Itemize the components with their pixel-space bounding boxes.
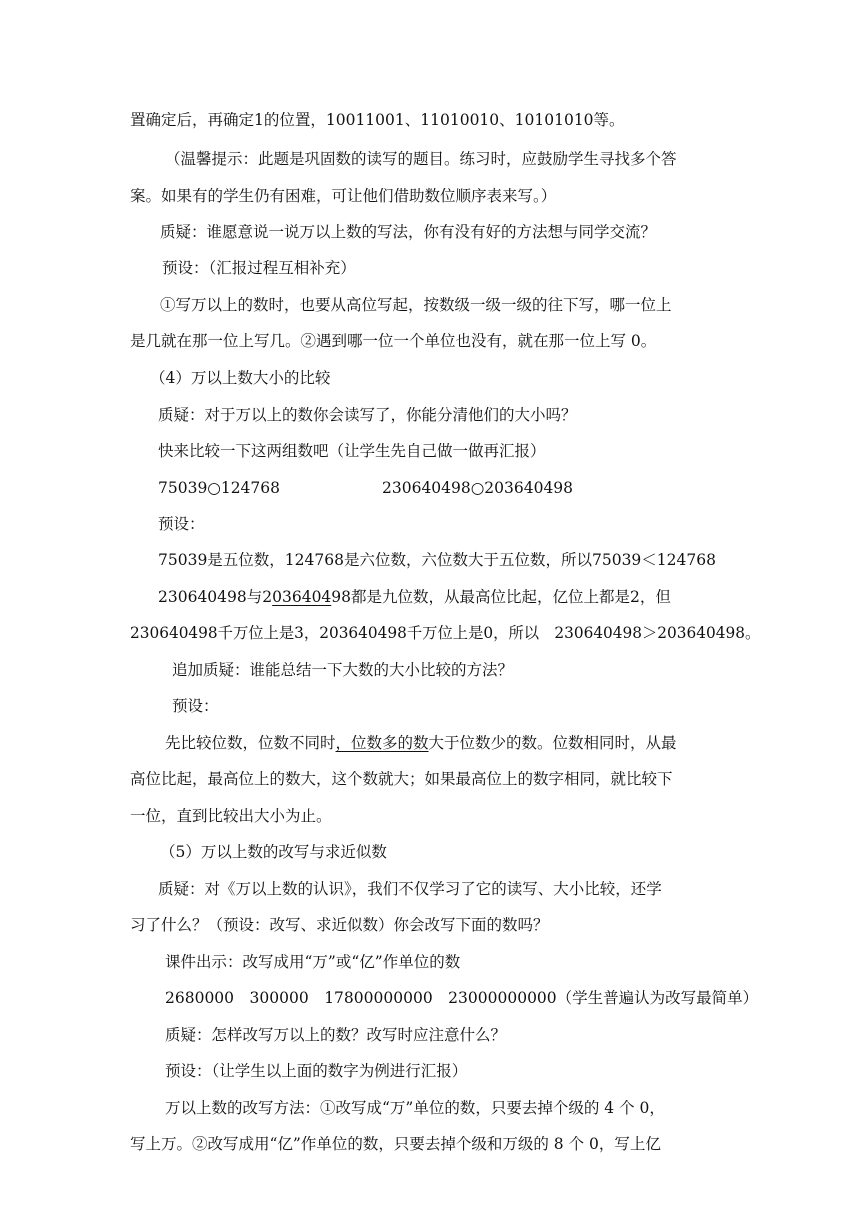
text-line: 是几就在那一位上写几。②遇到哪一位一个单位也没有，就在那一位上写 0。 (130, 332, 657, 350)
text-line: 快来比较一下这两组数吧（让学生先自己做一做再汇报） (158, 442, 546, 460)
text-line: 高位比起，最高位上的数大，这个数就大；如果最高位上的数字相同，就比较下 (130, 770, 673, 788)
section-heading: （5）万以上数的改写与求近似数 (160, 843, 387, 861)
question-line: 质疑：对于万以上的数你会读写了，你能分清他们的大小吗？ (158, 406, 577, 424)
text-line: 75039是五位数，124768是六位数，六位数大于五位数，所以75039＜124768 (158, 551, 716, 569)
tip-line: （温馨提示：此题是巩固数的读写的题目。练习时，应鼓励学生寻找多个答 (165, 150, 677, 168)
text-line: 230640498千万位上是3，203640498千万位上是0，所以 230640498＞203640498。 (130, 624, 761, 642)
comparison-1: 75039○124768 (158, 479, 281, 497)
text-line (158, 587, 671, 607)
numbers-line: 2680000 300000 17800000000 23000000000（学生普遍认为改写最简单） (165, 989, 759, 1007)
text-line (165, 733, 677, 753)
section-heading: （4）万以上数大小的比较 (150, 369, 331, 387)
text-segment: 大于位数少的数。位数相同时，从最 (428, 734, 677, 752)
text-line: 万以上数的改写方法：①改写成“万”单位的数，只要去掉个级的 4 个 0， (165, 1099, 665, 1117)
text-segment: 先比较位数，位数不同时 (165, 734, 336, 752)
text-line: 写上万。②改写成用“亿”作单位的数，只要去掉个级和万级的 8 个 0，写上亿 (130, 1135, 661, 1153)
text-line: 一位，直到比较出大小为止。 (130, 807, 332, 825)
question-line: 追加质疑：谁能总结一下大数的大小比较的方法？ (172, 661, 514, 679)
text-line: 置确定后，再确定1的位置，10011001、11010010、10101010等。 (130, 111, 625, 129)
underlined-segment: ，位数多的数 (335, 734, 429, 752)
text-segment: 98都是九位数，从最高位比起，亿位上都是2，但 (331, 588, 671, 606)
preset-line: 预设： (172, 697, 219, 715)
tip-line: 案。如果有的学生仍有困难，可让他们借助数位顺序表来写。） (130, 187, 557, 205)
text-line: ①写万以上的数时，也要从高位写起，按数级一级一级的往下写，哪一位上 (160, 296, 672, 314)
question-line: 质疑：怎样改写万以上的数？改写时应注意什么？ (165, 1026, 507, 1044)
preset-line: 预设： (158, 515, 205, 533)
comparison-2: 230640498○203640498 (382, 479, 574, 497)
text-segment: 230640498与2 (158, 588, 273, 606)
preset-line: 预设：（让学生以上面的数字为例进行汇报） (165, 1062, 468, 1080)
question-line: 质疑：对《万以上数的认识》，我们不仅学习了它的读写、大小比较，还学 (158, 880, 662, 898)
text-line: 习了什么？（预设：改写、求近似数）你会改写下面的数吗？ (130, 916, 549, 934)
preset-line: 预设：（汇报过程互相补充） (162, 259, 356, 277)
question-line: 质疑：谁愿意说一说万以上数的写法，你有没有好的方法想与同学交流？ (160, 223, 657, 241)
underlined-segment: 036404 (272, 588, 332, 606)
text-line: 课件出示：改写成用“万”或“亿”作单位的数 (165, 953, 461, 971)
